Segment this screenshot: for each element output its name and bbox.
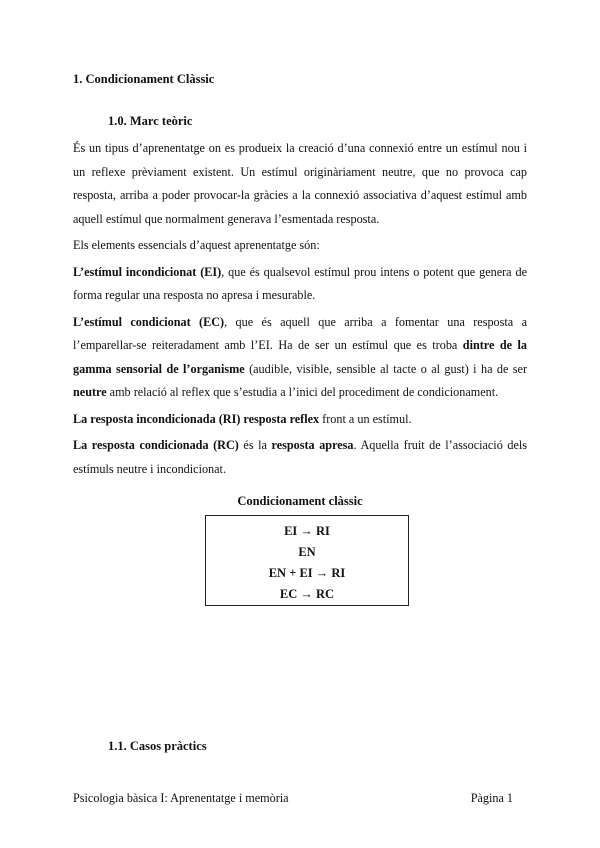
ec-text-1: , que és aquell que arriba a fomentar una resposta a l’emparellar-se reiteradament amb l’EI. Ha de ser un estímul que es troba [73, 314, 527, 352]
ec-term: L’estímul condicionat (EC) [73, 314, 225, 329]
diagram-line: EC → RC [279, 587, 335, 601]
ri-text: front a un estímul. [319, 411, 412, 426]
footer-page-number: Pàgina 1 [470, 791, 513, 805]
rc-text-2: . Aquella fruit de l’associació dels estímuls neutre i incondicionat. [73, 438, 527, 476]
rc-paragraph [73, 434, 527, 481]
body-text [73, 137, 527, 484]
footer-course-title: Psicologia bàsica I: Aprenentatge i memòria [73, 791, 289, 805]
ei-text: , que és qualsevol estímul prou intens o potent que genera de forma regular una resposta no apresa i mesurable. [73, 264, 527, 302]
ec-bold-2: neutre [73, 385, 107, 399]
rc-bold-1: resposta apresa [271, 438, 354, 452]
section-heading: 1. Condicionament Clàssic [73, 72, 215, 86]
rc-text-1: és la [238, 438, 272, 452]
elements-intro-paragraph: Els elements essencials d’aquest aprenentatge són: [73, 238, 320, 252]
diagram-title: Condicionament clàssic [237, 494, 363, 508]
ec-text-3: amb relació al reflex que s’estudia a l’inici del procediment de condicionament. [106, 385, 499, 399]
diagram-line: EN [298, 545, 316, 559]
rc-term: La resposta condicionada (RC) [73, 438, 239, 452]
subsection-heading: 1.0. Marc teòric [108, 114, 193, 128]
ei-paragraph [73, 261, 527, 308]
ri-paragraph [73, 408, 527, 432]
ec-paragraph [73, 311, 527, 405]
next-section-heading: 1.1. Casos pràctics [108, 739, 207, 753]
intro-paragraph: És un tipus d’aprenentatge on es produeix la creació d’una connexió entre un estímul nou i un reflexe prèviament existent. Un estímul originàriament neutre, que no provoca cap resposta, arriba a poder provocar-la gràcies a la connexió associativa d’aquest estímul amb aquell estímul que normalment generava l’esmentada resposta. [73, 141, 527, 226]
ec-bold-1: dintre de la gamma sensorial de l’organisme [73, 338, 527, 376]
ec-text-2: (audible, visible, sensible al tacte o al gust) i ha de ser [244, 361, 528, 376]
ei-term: L’estímul incondicionat (EI) [73, 264, 222, 279]
diagram-line: EN + EI → RI [268, 566, 346, 580]
ri-term: La resposta incondicionada (RI) resposta reflex [73, 411, 320, 426]
conditioning-diagram [205, 515, 409, 606]
diagram-line: EI → RI [284, 524, 330, 538]
